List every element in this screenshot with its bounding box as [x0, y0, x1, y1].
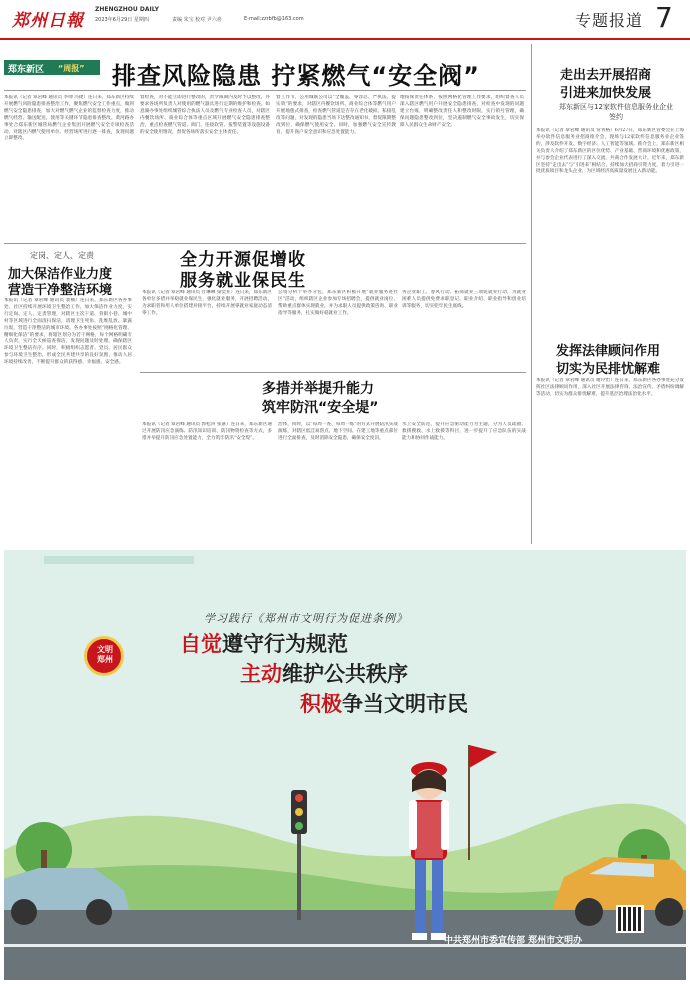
volunteer-girl-figure: [379, 740, 499, 950]
slogan-keyword: 自觉: [180, 632, 222, 656]
headline-investment-1: 走出去开展招商: [560, 68, 652, 83]
headline-flood-1: 多措并举提升能力: [262, 381, 374, 397]
headline-employment-2: 服务就业保民生: [180, 271, 306, 291]
qr-code-icon: [616, 905, 644, 933]
article-text: 本报讯（记者 覃岩峰 通讯员 甘琳琳 梁奕亚）连日来，郑东新区各单位多措并举稳就业保民生，强化就业服务，开展招聘活动，为求职者和用人单位搭建对接平台，持续开展零就业家庭动态清零工作。: [142, 290, 272, 316]
article-text: 治体，同时，以“每周一查、每周一练”的方式开展防汛实战演练，对辖区低洼易涝点、地下空间、在建工地等重点部位进行全面排查，及时消除安全隐患，确保安全度汛。: [278, 422, 398, 441]
article-text: 公资分析于举办分包，郑东新区积极开展“就业服务进社区”活动，组织辖区企业参加专场招聘会，提供就业岗位，帮助重点群体实现就业，并为求职人员提供政策咨询、职业指导等服务，扎实做好稳就业工作。: [278, 290, 398, 316]
poster-footer: 中共郑州市委宣传部 郑州市文明办: [444, 936, 583, 946]
slogan-keyword: 积极: [300, 692, 342, 716]
divider: [4, 90, 526, 91]
car-right-icon: [544, 842, 686, 932]
car-left-icon: [4, 850, 134, 930]
article-text: 地按保责任体系，按照网格化管理工作要求，组织督查人员深入辖区燃气用户开展安全隐患排查，对检查中发现的问题建立台账，明确整改责任人和整改时限，实行销号管理，确保问题隐患整改到位，坚决遏制燃气安全事故发生，切实保障人民群众生命财产安全。: [400, 95, 524, 128]
subheadline: 郑东新区与12家软件信息服务业企业签约: [559, 103, 673, 121]
section-name: 专题报道: [575, 11, 644, 30]
headline-gas-safety: 排查风险隐患 拧紧燃气“安全阀”: [112, 62, 480, 90]
headline-investment-2: 引进来加快发展: [560, 86, 652, 101]
article-text: 本报讯（记者 覃岩峰 通讯员 谢玲怡）连日来，郑东新区各办事处充分发挥社区法律顾问作用，深入社区开展法律咨询、法治宣传、矛盾纠纷调解等活动，切实为群众排忧解难，提升基层治理法治化水平。: [536, 378, 684, 397]
article-text: 务企业职工、春风行动、拓岗就业三项促就业行动，为就业困难人员提供免费求职登记、职业介绍、职业指导和创业培训等服务，切实兜牢民生底线。: [402, 290, 526, 309]
masthead: [0, 0, 690, 40]
slogan-line-2: [240, 658, 408, 688]
page-number: 7: [655, 1, 673, 34]
article-text: 本报讯（记者 覃岩峰 通讯员 裴楠）连日来，郑东新区各办事处、社区持续开展环境卫生整治工作，加大保洁作业力度，实行定岗、定人、定责管理，对辖区主次干道、背街小巷、城中村等区域进行全面清扫保洁，清理卫生死角、乱堆乱放、暴露垃圾，营造干净整洁的城市环境。各办事处按照“网格化管理、精细化保洁”的要求，将辖区划分为若干网格，每个网格明确专人负责，实行全天候巡查保洁，发现问题及时处理，确保辖区环境卫生整洁有序。同时，积极组织志愿者、党员、居民群众参与环境卫生整治，形成全民共建共享的良好氛围，推动人居环境持续改善，不断提升群众的获得感、幸福感、安全感。: [4, 298, 132, 366]
poster-tagline: 学习践行《郑州市文明行为促进条例》: [204, 612, 408, 625]
slogan-line-3: [300, 688, 468, 718]
headline-legal-2: 切实为民排忧解难: [556, 362, 661, 377]
headline-flood-2: 筑牢防汛“安全堤”: [262, 400, 379, 416]
badge-text: 文明郑州: [97, 645, 113, 664]
article-kicker: 定岗、定人、定责: [30, 251, 94, 260]
newspaper-logo: 郑州日報: [12, 11, 84, 31]
divider: [140, 372, 526, 373]
staff-line: 责编 朱宝 校对 尹六喜: [172, 17, 222, 23]
section-tag-sub: “周报”: [58, 64, 85, 73]
slogan-keyword: 主动: [240, 662, 282, 686]
article-text: 本报讯（记者 覃岩峰 通讯员 郭松涛 张嘉）连日来，郑东新区通过开展防汛应急演练、防汛知识培训、防汛物资检查等方式，多措并举提升防汛应急处置能力，全力筑牢防汛“安全堤”。: [142, 422, 272, 441]
slogan-text: 争当文明市民: [342, 692, 468, 716]
headline-cleaning-1: 加大保洁作业力度: [8, 267, 113, 282]
divider: [4, 243, 526, 244]
article-text: 督检查，对不能立即进行整改的，责令限期内及时予以整改，并要求各场所负责人对使用的燃气器具进行定期的维护和检查。如意湖办事处组织城管综合执法人员及燃气专业检查人员，对辖区内餐饮场所、商业综合体等重点区域开展燃气安全隐患排查整治，重点检查燃气管道、阀门、连接软管、报警装置等设施设备的安全使用情况，督促各场所落实安全主体责任。: [140, 95, 270, 135]
headline-cleaning-2: 营造干净整洁环境: [8, 283, 113, 298]
article-text: 督工作节，公用城联公司以“全覆盖、零容忍、严执法、提实效”的要求，对辖区内餐饮场所、商业综合体等燃气用户开展地毯式排查，检查燃气管道是否存在老化破损、私接乱改等问题，对发现的隐患当场下达整改通知书，督促限期整改到位，确保燃气使用安全。同时，加强燃气安全宣传教育，提升商户安全意识和应急处置能力。: [276, 95, 396, 135]
headline-employment-1: 全力开源促增收: [180, 250, 306, 270]
paper-english-name: ZHENGZHOU DAILY: [95, 6, 159, 13]
section-tag: [4, 60, 100, 75]
article-text: 本报讯（记者 覃岩峰 通讯员 常青格）6月27日，郑东新区管委会在上海举办软件信息服务业招商推介会，现场与12家软件信息服务业企业签约，涉及软件开发、数字经济、人工智能等领域。推介会上，郑东新区相关负责人介绍了郑东新区的区位优势、产业基础、营商环境和优惠政策，并与参会企业代表进行了深入交流，共商合作发展大计。近年来，郑东新区坚持“走出去”与“引进来”相结合，持续加大招商引资力度，着力引进一批优质项目和龙头企业，为区域经济高质量发展注入新动能。: [536, 128, 684, 175]
article-text: 水上安全防范，提升应急驱动能力为主题，分为人员疏散、救援搜救、水上救援等科目，进一步提升了应急队伍的实战能力和协同作战能力。: [402, 422, 526, 441]
column-divider: [531, 44, 532, 544]
slogan-text: 遵守行为规范: [222, 632, 348, 656]
civility-poster: [4, 550, 686, 980]
civility-badge: [84, 636, 124, 676]
email-line: E-mail:zzrbfb@163.com: [244, 16, 304, 22]
headline-legal-1: 发挥法律顾问作用: [556, 344, 661, 359]
date-line: 2023年6月29日 星期四: [95, 17, 149, 23]
slogan-text: 维护公共秩序: [282, 662, 408, 686]
traffic-light-icon: [289, 790, 309, 920]
article-text: 本报讯（记者 覃岩峰 通讯员 李帅 冯捷）连日来，郑东新区持续开展燃气风险隐患排查整治工作，聚焦燃气安全工作重点，做到燃气安全隐患排查，加大对燃气燃气企业的监督检查力度，推动燃气经营、输送配送、使用等关键环节隐患排查整改。黄河路办事处合郑东新区城管局燃气企业集团开展燃气安全专项检查活动，对辖区内燃气使用单位、经营场所进行逐一排查，发现问题立即整改。: [4, 95, 134, 142]
section-tag-label: 郑东新区: [8, 65, 45, 75]
slogan-line-1: [180, 628, 348, 658]
